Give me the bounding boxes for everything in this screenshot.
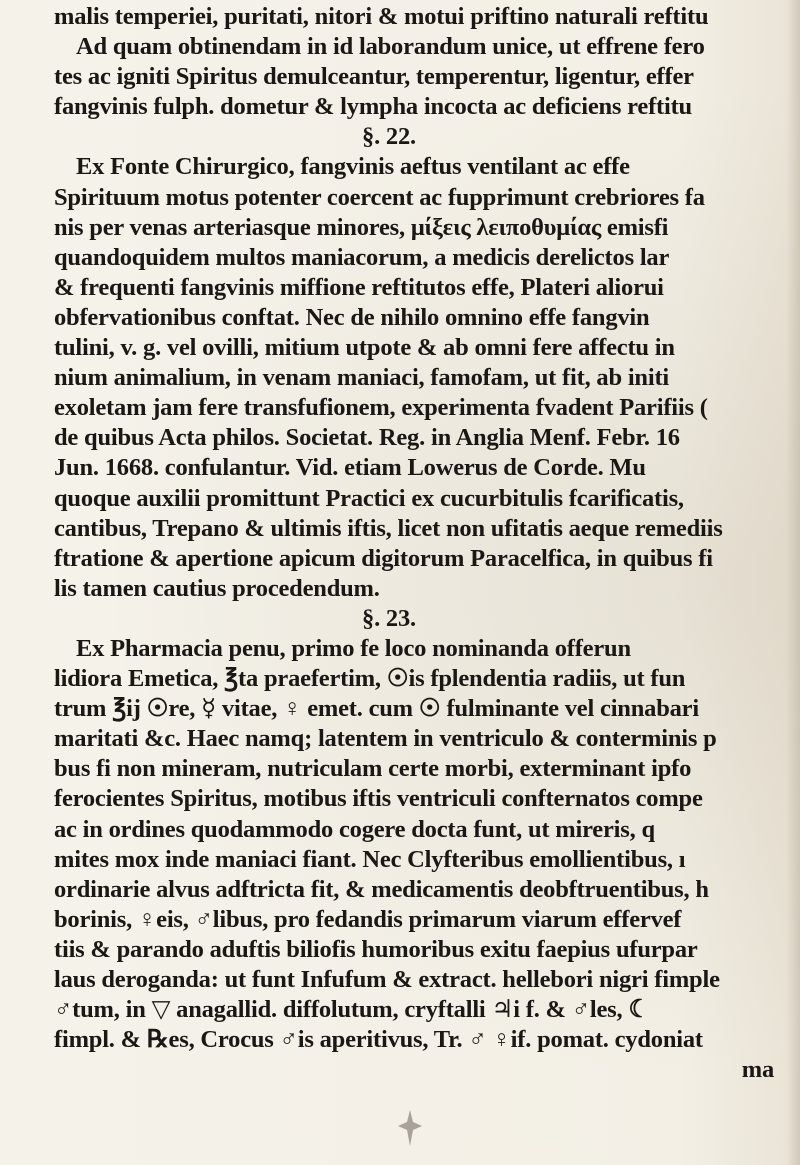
text-line-32: tiis & parando aduftis biliofis humoribus exitu faepius ufurpar	[54, 935, 698, 963]
text-line-31: borinis, ♀eis, ♂libus, pro fedandis primarum viarum effervef	[54, 905, 682, 933]
text-line-15: de quibus Acta philos. Societat. Reg. in Anglia Menf. Febr. 16	[54, 424, 680, 452]
section-number-23: §. 23.	[362, 604, 416, 632]
text-line-14: exoletam jam fere transfufionem, experimenta fvadent Parifiis (	[54, 394, 708, 422]
text-line-26: bus fi non mineram, nutriculam certe morbi, exterminant ipfo	[54, 755, 692, 783]
text-line-1: malis temperiei, puritati, nitori & motui priftino naturali reftitu	[54, 3, 709, 30]
page-edge-shadow	[786, 0, 800, 1165]
text-line-16: Jun. 1668. confulantur. Vid. etiam Lowerus de Corde. Mu	[54, 454, 646, 482]
text-line-35: fimpl. & ℞es, Crocus ♂is aperitivus, Tr. ♂ ♀if. pomat. cydoniat	[54, 1026, 703, 1054]
text-line-33: laus deroganda: ut funt Infufum & extract. hellebori nigri fimple	[54, 966, 720, 993]
text-line-20: lis tamen cautius procedendum.	[54, 574, 380, 602]
text-line-12: tulini, v. g. vel ovilli, mitium utpote & ab omni fere affectu in	[54, 334, 675, 362]
text-line-27: ferocientes Spiritus, motibus iftis ventriculi confternatos compe	[54, 785, 703, 813]
section-number-22: §. 22.	[362, 123, 416, 151]
text-line-8: nis per venas arteriasque minores, μίξεις λειποθυμίας emisfi	[54, 213, 669, 241]
text-line-28: ac in ordines quodammodo cogere docta funt, ut mireris, q	[54, 815, 655, 843]
text-line-3: tes ac igniti Spiritus demulceantur, temperentur, ligentur, effer	[54, 63, 694, 91]
text-line-24: trum ℥ij ☉re, ☿ vitae, ♀ emet. cum ☉ fulminante vel cinnabari	[54, 695, 699, 723]
text-line-7: Spirituum motus potenter coercent ac fupprimunt crebriores fa	[54, 183, 705, 211]
ink-bleed-mark	[395, 1108, 425, 1148]
text-line-22: Ex Pharmacia penu, primo fe loco nominanda offerun	[76, 634, 631, 662]
text-line-11: obfervationibus conftat. Nec de nihilo omnino effe fangvin	[54, 303, 650, 331]
text-line-10: & frequenti fangvinis miffione reftitutos effe, Plateri aliorui	[54, 273, 664, 301]
text-line-18: cantibus, Trepano & ultimis iftis, licet non ufitatis aeque remediis	[54, 514, 723, 542]
text-line-2: Ad quam obtinendam in id laborandum unice, ut effrene fero	[76, 33, 705, 61]
page-text	[54, 2, 800, 1085]
text-line-25: maritati &c. Haec namq; latentem in ventriculo & conterminis p	[54, 725, 717, 753]
text-line-17: quoque auxilii promittunt Practici ex cucurbitulis fcarificatis,	[54, 484, 684, 512]
text-line-23: lidiora Emetica, ℥ta praefertim, ☉is fplendentia radiis, ut fun	[54, 665, 686, 693]
text-line-6: Ex Fonte Chirurgico, fangvinis aeftus ventilant ac effe	[76, 153, 630, 181]
text-line-29: mites mox inde maniaci fiant. Nec Clyfteribus emollientibus, ı	[54, 845, 686, 873]
text-line-9: quandoquidem multos maniacorum, a medicis derelictos lar	[54, 243, 670, 271]
text-line-36-catchword: ma	[741, 1056, 774, 1084]
text-line-13: nium animalium, in venam maniaci, famofam, ut fit, ab initi	[54, 364, 670, 392]
text-line-30: ordinarie alvus adftricta fit, & medicamentis deobftruentibus, h	[54, 875, 709, 903]
text-line-4: fangvinis fulph. dometur & lympha incocta ac deficiens reftitu	[54, 93, 692, 121]
text-line-19: ftratione & apertione apicum digitorum Paracelfica, in quibus fi	[54, 544, 713, 572]
text-line-34: ♂tum, in ▽ anagallid. diffolutum, cryftalli ♃i f. & ♂les, ☾	[54, 996, 651, 1024]
